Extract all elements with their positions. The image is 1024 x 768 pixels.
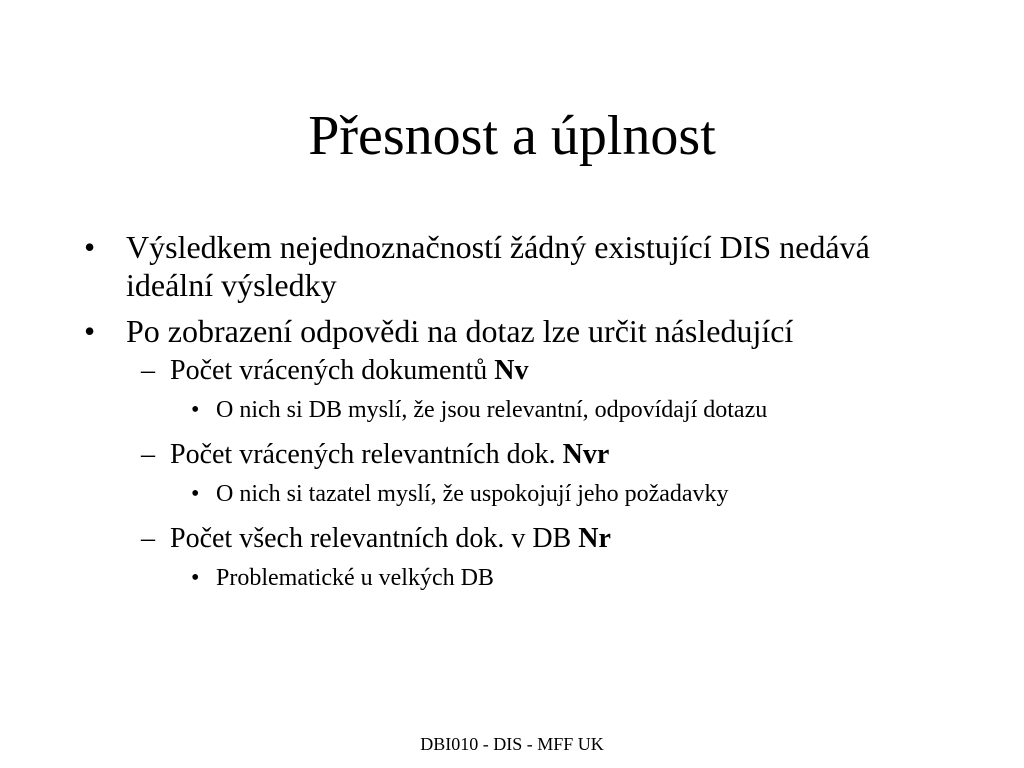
- slide-footer: DBI010 - DIS - MFF UK: [420, 734, 604, 754]
- slide-title: Přesnost a úplnost: [308, 105, 716, 167]
- variable-label: Nv: [494, 355, 529, 386]
- variable-label: Nr: [578, 523, 611, 554]
- bullet-list: [0, 228, 1024, 606]
- bullet-item: [0, 312, 1024, 350]
- sub-sub-item: [0, 396, 1024, 424]
- sub-sub-item: [0, 480, 1024, 508]
- sub-item-text: Počet vrácených relevantních dok.: [170, 439, 563, 470]
- sub-sub-item: [0, 564, 1024, 592]
- bullet-text: Po zobrazení odpovědi na dotaz lze určit následující: [126, 313, 794, 349]
- variable-label: Nvr: [562, 439, 610, 470]
- dash-marker: –: [141, 355, 155, 386]
- dot-marker: •: [191, 565, 200, 591]
- bullet-item: [0, 228, 1024, 304]
- bullet-text: Výsledkem nejednoznačností žádný existující DIS nedává ideální výsledky: [126, 229, 870, 303]
- bullet-marker: •: [84, 229, 96, 265]
- dash-marker: –: [141, 523, 155, 554]
- sub-sub-item-text: Problematické u velkých DB: [216, 565, 494, 591]
- sub-item-text: Počet vrácených dokumentů: [170, 355, 495, 386]
- sub-sub-item-text: O nich si DB myslí, že jsou relevantní, odpovídají dotazu: [216, 397, 768, 423]
- sub-item: [0, 438, 1024, 472]
- sub-sub-item-text: O nich si tazatel myslí, že uspokojují jeho požadavky: [216, 481, 729, 507]
- dot-marker: •: [191, 481, 200, 507]
- sub-item-text: Počet všech relevantních dok. v DB: [170, 523, 579, 554]
- dot-marker: •: [191, 397, 200, 423]
- sub-item: [0, 522, 1024, 556]
- bullet-marker: •: [84, 313, 96, 349]
- dash-marker: –: [141, 439, 155, 470]
- sub-item: [0, 354, 1024, 388]
